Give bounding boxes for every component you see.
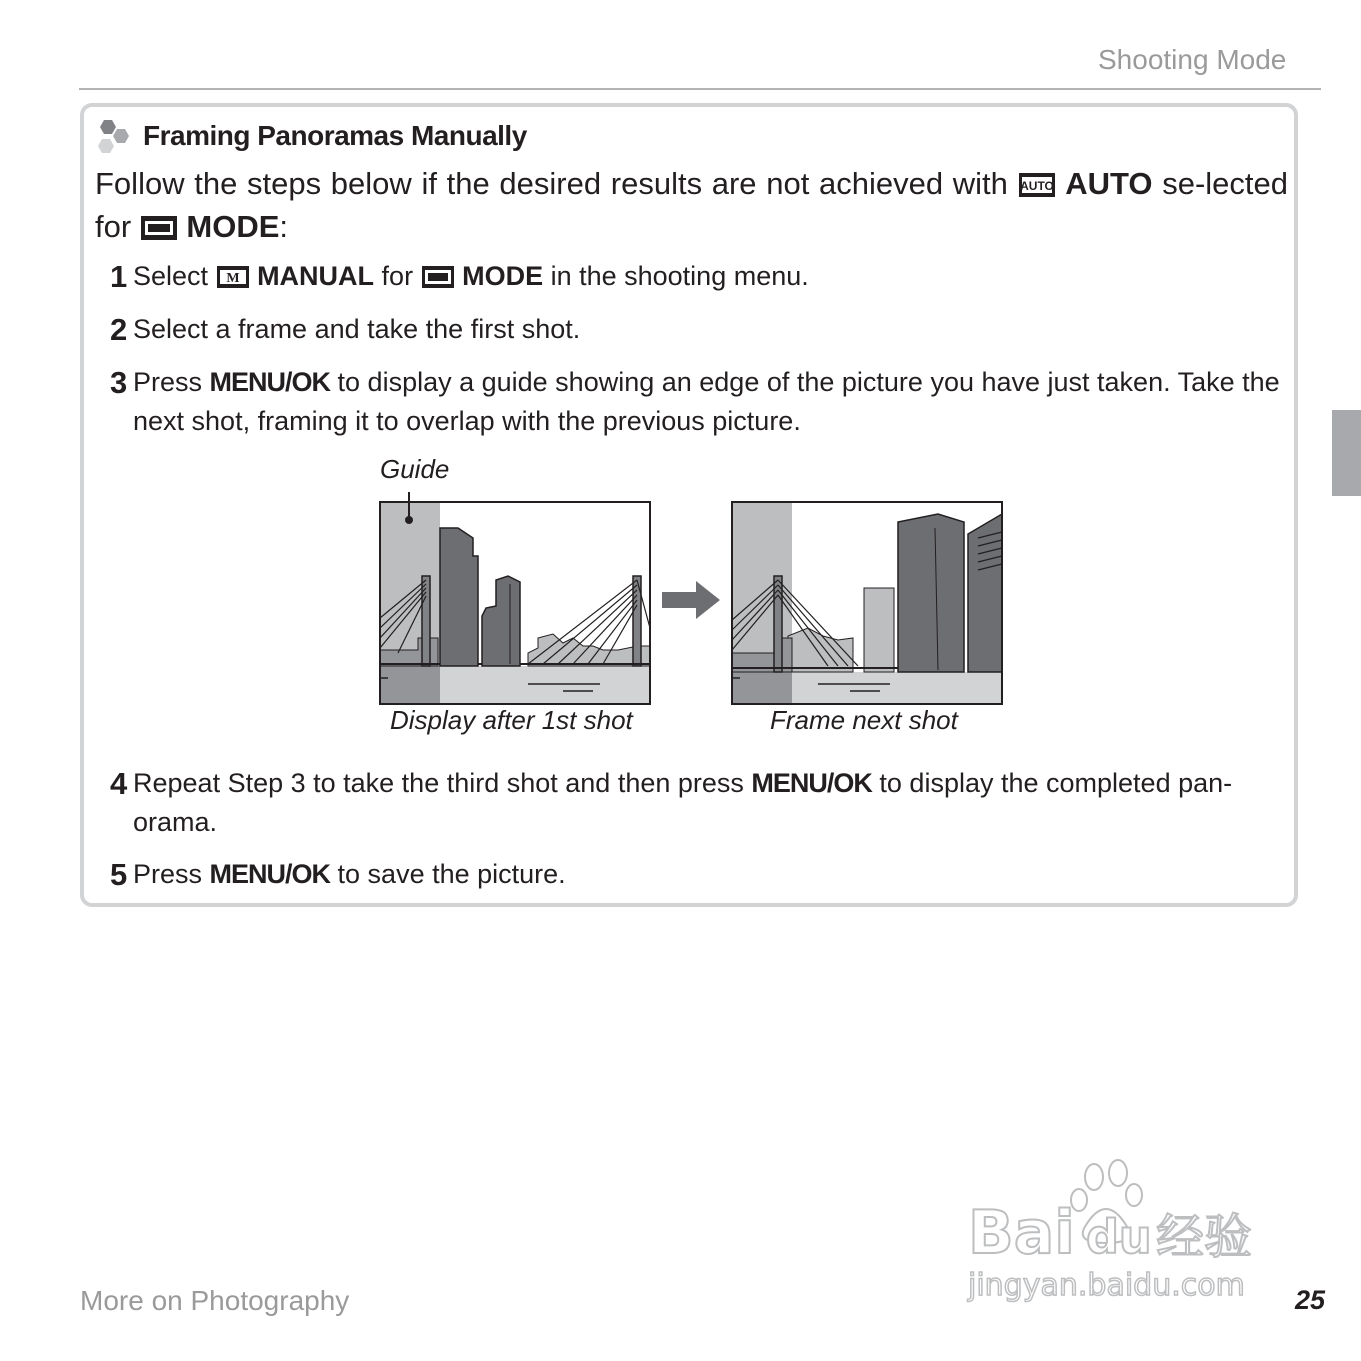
watermark-brand: Bai [968, 1198, 1075, 1268]
auto-label: AUTO [1065, 166, 1153, 201]
step-4-text-2: to display the completed pan-orama. [133, 768, 1233, 837]
step-number: 4 [110, 766, 128, 801]
panorama-auto-icon [1018, 172, 1056, 198]
menu-ok-label: MENU/OK [751, 768, 872, 798]
caption-frame-next-shot: Frame next shot [770, 705, 958, 735]
frame-next-shot-frame [732, 502, 1002, 704]
intro-text-1: Follow the steps below if the desired results are not achieved with [95, 166, 1018, 201]
watermark-url: jingyan.baidu.com [968, 1268, 1245, 1303]
box-title-text: Framing Panoramas Manually [143, 120, 527, 151]
step-number: 1 [110, 259, 128, 294]
panorama-mode-icon [421, 265, 455, 289]
step-1-text-2: for [374, 261, 421, 291]
step-5-text-1: Press [133, 859, 210, 889]
running-footer: More on Photography [80, 1285, 350, 1316]
running-header: Shooting Mode [1098, 44, 1287, 75]
display-after-first-shot-frame [380, 492, 650, 704]
caption-display-after-first-shot: Display after 1st shot [390, 705, 633, 735]
step-number: 3 [110, 365, 128, 400]
step-3-text-2: to display a guide showing an edge of the picture you have just taken. Take the next shot, framing it to overlap with the previous picture. [133, 367, 1280, 436]
page-number: 25 [1295, 1285, 1326, 1315]
panorama-mode-icon [140, 215, 178, 241]
arrow-right-icon [662, 581, 720, 619]
mode-label: MODE [462, 261, 544, 291]
step-3 [110, 363, 1290, 441]
menu-ok-label: MENU/OK [209, 367, 331, 397]
svg-text:M: M [225, 271, 240, 286]
step-5 [110, 855, 1290, 894]
baidu-watermark-logo [966, 1155, 1281, 1310]
box-title [95, 118, 527, 154]
svg-text:du: du [1086, 1210, 1152, 1264]
step-3-text-1: Press [133, 367, 210, 397]
menu-ok-label: MENU/OK [209, 859, 331, 889]
header-rule [79, 88, 1321, 90]
step-number: 2 [110, 312, 128, 347]
guide-label: Guide [380, 454, 450, 484]
step-1-text-3: in the shooting menu. [543, 261, 809, 291]
step-1-text-1: Select [133, 261, 216, 291]
intro-text-3: : [279, 209, 289, 244]
intro-text-2: se-lected for [95, 166, 1288, 244]
chapter-tab [1332, 410, 1361, 496]
panorama-manual-icon [216, 265, 250, 289]
panorama-illustration [378, 488, 1006, 708]
manual-label: MANUAL [257, 261, 375, 291]
intro-paragraph [95, 162, 1288, 248]
svg-text:经验: 经验 [1156, 1209, 1253, 1265]
step-4 [110, 764, 1290, 842]
step-1 [110, 257, 1290, 296]
svg-text:AUTO: AUTO [1019, 179, 1054, 193]
mode-label: MODE [186, 209, 280, 244]
step-5-text-2: to save the picture. [330, 859, 566, 889]
step-4-text-1: Repeat Step 3 to take the third shot and then press [133, 768, 752, 798]
step-2-text: Select a frame and take the first shot. [133, 314, 581, 344]
step-number: 5 [110, 857, 128, 892]
step-2 [110, 310, 1290, 349]
tip-hexagons-icon [95, 118, 135, 154]
